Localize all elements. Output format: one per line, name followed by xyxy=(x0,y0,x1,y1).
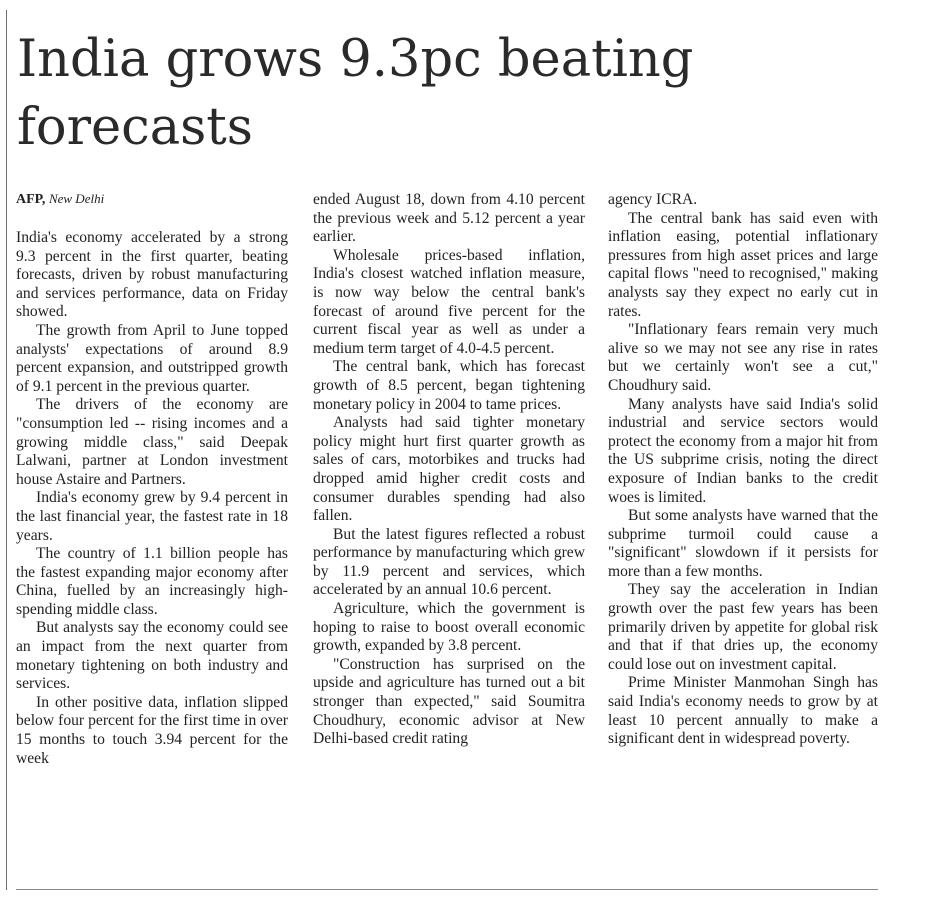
paragraph: The central bank has said even with inflation easing, potential inflationary pressures from high asset prices and large capital flows "need to recognised," making analysts say they expect no early cut in rates. xyxy=(608,209,878,320)
paragraph: "Construction has surprised on the upside and agriculture has turned out a bit stronger than expected," said Soumitra Choudhury, economic advisor at New Delhi-based credit rating xyxy=(313,655,585,748)
article-column-3 xyxy=(608,191,878,749)
paragraph: In other positive data, inflation slipped below four percent for the first time in over 15 months to touch 3.94 percent for the week xyxy=(16,693,288,767)
article-column-1 xyxy=(16,190,288,768)
byline xyxy=(16,190,288,209)
paragraph-continued: agency ICRA. xyxy=(608,191,698,208)
paragraph: India's economy accelerated by a strong 9.3 percent in the first quarter, beating forecasts, driven by robust manufacturing and services performance, data on Friday showed. xyxy=(16,229,288,321)
paragraph: "Inflationary fears remain very much alive so we may not see any rise in rates but we certainly won't see a cut," Choudhury said. xyxy=(608,321,878,394)
headline-line-1: India grows 9.3pc beating xyxy=(17,30,694,89)
paragraph: Prime Minister Manmohan Singh has said India's economy needs to grow by at least 10 percent annually to make a significant dent in widespread poverty. xyxy=(608,674,878,748)
paragraph: But analysts say the economy could see an impact from the next quarter from monetary tightening on both industry and services. xyxy=(16,619,288,693)
headline-line-2: forecasts xyxy=(17,98,253,157)
paragraph: The central bank, which has forecast growth of 8.5 percent, began tightening monetary policy in 2004 to tame prices. xyxy=(313,358,585,413)
paragraph-continued: ended August 18, down from 4.10 percent the previous week and 5.12 percent a year earlier. xyxy=(313,191,585,246)
paragraph: Wholesale prices-based inflation, India's closest watched inflation measure, is now way below the central bank's forecast of around five percent for the current fiscal year as well as under a medium term target of 4.0-4.5 percent. xyxy=(313,246,585,357)
paragraph: Many analysts have said India's solid industrial and service sectors would protect the economy from a major hit from the US subprime crisis, noting the direct exposure of Indian banks to the credit woes is limited. xyxy=(608,395,878,506)
paragraph: They say the acceleration in Indian growth over the past few years has been primarily driven by appetite for global risk and that if that dries up, the economy could lose out on investment capital. xyxy=(608,581,878,673)
paragraph: Agriculture, which the government is hoping to raise to boost overall economic growth, expanded by 3.8 percent. xyxy=(313,600,585,655)
bottom-rule xyxy=(16,889,878,890)
article-column-2 xyxy=(313,191,585,749)
byline-agency: AFP, xyxy=(16,192,46,207)
paragraph: Analysts had said tighter monetary policy might hurt first quarter growth as sales of cars, motorbikes and trucks had dropped amid higher credit costs and consumer durables spending had also fallen. xyxy=(313,414,585,525)
paragraph: The growth from April to June topped analysts' expectations of around 8.9 percent expansion, and outstripped growth of 9.1 percent in the previous quarter. xyxy=(16,321,288,395)
headline xyxy=(17,26,897,162)
left-column-rule xyxy=(6,10,7,890)
paragraph: But some analysts have warned that the subprime turmoil could cause a "significant" slowdown if it persists for more than a few months. xyxy=(608,507,878,580)
paragraph: The drivers of the economy are "consumption led -- rising incomes and a growing middle class," said Deepak Lalwani, partner at London investment house Astaire and Partners. xyxy=(16,396,288,488)
byline-place: New Delhi xyxy=(48,191,105,206)
paragraph: The country of 1.1 billion people has the fastest expanding major economy after China, fuelled by an increasingly high-spending middle class. xyxy=(16,545,288,618)
paragraph: India's economy grew by 9.4 percent in the last financial year, the fastest rate in 18 years. xyxy=(16,489,288,544)
paragraph: But the latest figures reflected a robust performance by manufacturing which grew by 11.9 percent and services, which accelerated by an annual 10.6 percent. xyxy=(313,525,585,599)
